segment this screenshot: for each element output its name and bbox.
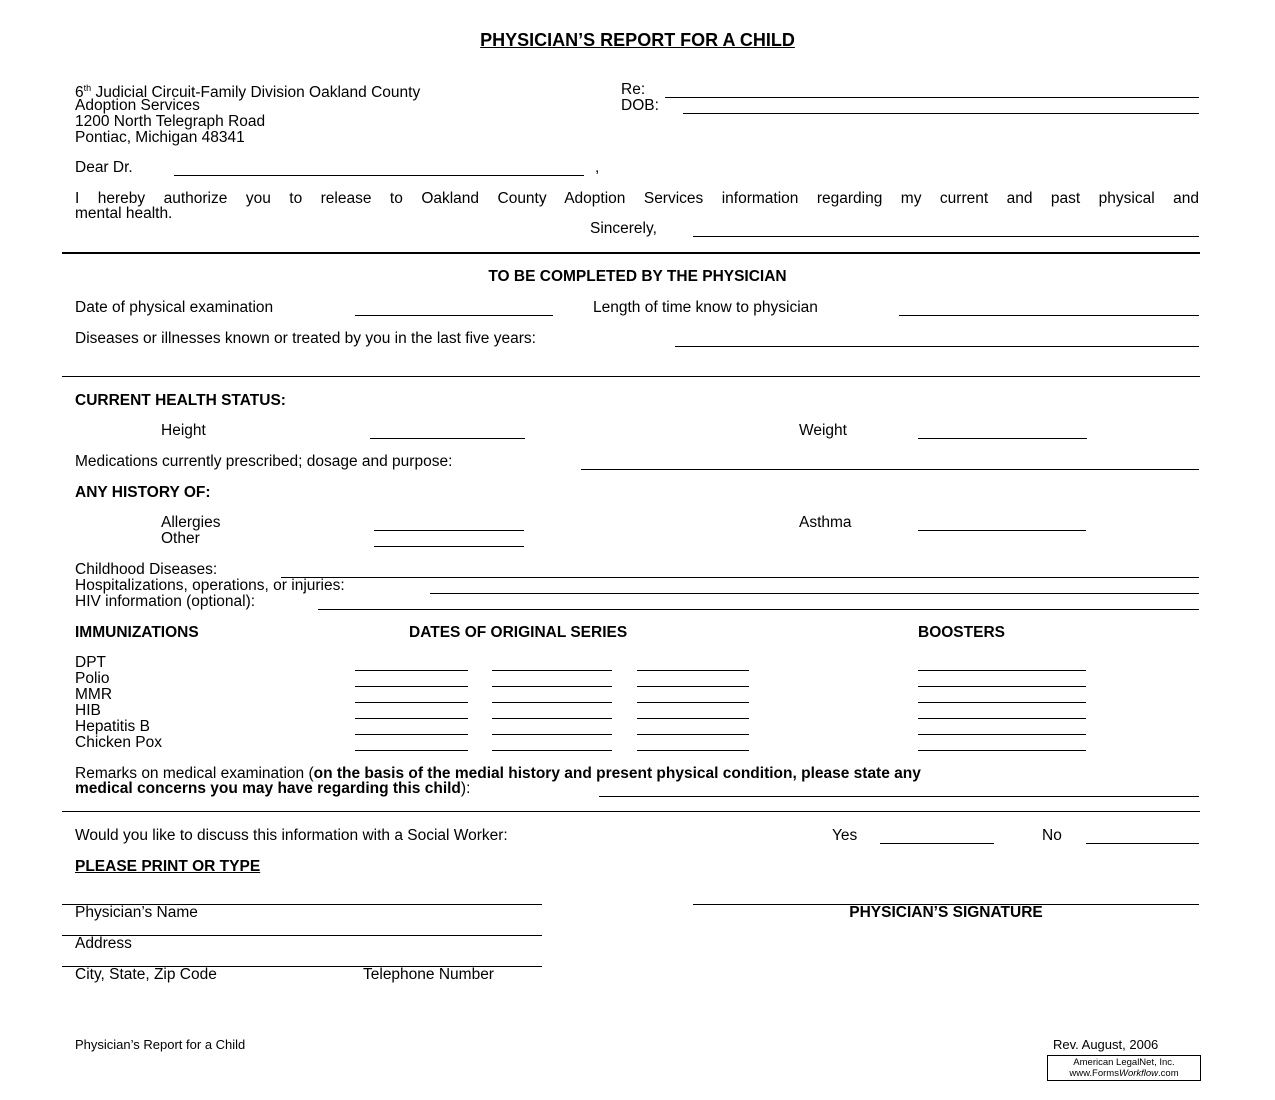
logo-line1: American LegalNet, Inc.: [1073, 1057, 1175, 1068]
section-divider: [62, 376, 1200, 377]
comma: ,: [595, 159, 600, 176]
asthma-label: Asthma: [799, 514, 852, 531]
court-ordinal-number: 6: [75, 84, 84, 102]
immunization-date-field[interactable]: [637, 702, 749, 703]
re-label: Re:: [621, 81, 646, 98]
immunization-date-field[interactable]: [492, 718, 612, 719]
medications-field[interactable]: [581, 469, 1199, 470]
booster-date-field[interactable]: [918, 702, 1086, 703]
immunization-date-field[interactable]: [355, 686, 468, 687]
immunization-label: DPT: [75, 654, 106, 671]
immunization-date-field[interactable]: [637, 686, 749, 687]
weight-field[interactable]: [918, 438, 1087, 439]
hospitalizations-field[interactable]: [430, 593, 1199, 594]
yes-field[interactable]: [880, 843, 994, 844]
re-field[interactable]: [665, 97, 1199, 98]
city-state-zip: Pontiac, Michigan 48341: [75, 129, 245, 146]
boosters-heading: BOOSTERS: [918, 624, 1005, 641]
remarks-bold-text-2: medical concerns you may have regarding this child: [75, 780, 461, 797]
section-divider: [62, 811, 1200, 812]
immunization-label: Hepatitis B: [75, 718, 150, 735]
asthma-field[interactable]: [918, 530, 1086, 531]
no-label: No: [1042, 827, 1062, 844]
dob-label: DOB:: [621, 97, 659, 114]
diseases-field[interactable]: [675, 346, 1199, 347]
immunization-date-field[interactable]: [355, 702, 468, 703]
booster-date-field[interactable]: [918, 750, 1086, 751]
physician-section-heading: TO BE COMPLETED BY THE PHYSICIAN: [488, 268, 787, 285]
address-label: Address: [75, 935, 132, 952]
length-known-field[interactable]: [899, 315, 1199, 316]
immunization-label: Chicken Pox: [75, 734, 163, 751]
logo-text-c: .com: [1158, 1068, 1179, 1079]
agency-name: Adoption Services: [75, 97, 200, 114]
immunizations-heading: IMMUNIZATIONS: [75, 624, 199, 641]
allergies-label: Allergies: [161, 514, 221, 531]
height-label: Height: [161, 422, 206, 439]
immunization-label: HIB: [75, 702, 101, 719]
exam-date-field[interactable]: [355, 315, 553, 316]
immunization-date-field[interactable]: [492, 686, 612, 687]
footer-form-name: Physician’s Report for a Child: [75, 1037, 246, 1052]
hospitalizations-label: Hospitalizations, operations, or injuries:: [75, 577, 345, 594]
weight-label: Weight: [799, 422, 847, 439]
remarks-suffix: ):: [460, 780, 471, 797]
immunization-date-field[interactable]: [637, 670, 749, 671]
sincerely-label: Sincerely,: [590, 220, 657, 237]
hiv-field[interactable]: [318, 609, 1199, 610]
immunization-date-field[interactable]: [492, 670, 612, 671]
logo-text-b: Workflow: [1118, 1068, 1159, 1079]
diseases-label: Diseases or illnesses known or treated by you in the last five years:: [75, 330, 536, 347]
legalnet-logo: [1047, 1055, 1201, 1081]
immunization-date-field[interactable]: [355, 670, 468, 671]
other-field[interactable]: [374, 546, 524, 547]
court-name: Judicial Circuit-Family Division Oakland County: [91, 84, 421, 102]
exam-date-label: Date of physical examination: [75, 299, 274, 316]
length-known-label: Length of time know to physician: [593, 299, 818, 316]
no-field[interactable]: [1086, 843, 1199, 844]
court-ordinal-suffix: th: [83, 83, 92, 93]
immunization-date-field[interactable]: [355, 750, 468, 751]
current-health-heading: CURRENT HEALTH STATUS:: [75, 392, 286, 409]
booster-date-field[interactable]: [918, 718, 1086, 719]
page-title: PHYSICIAN’S REPORT FOR A CHILD: [480, 30, 795, 50]
childhood-diseases-label: Childhood Diseases:: [75, 561, 218, 578]
remarks-field[interactable]: [599, 796, 1199, 797]
signature-label: PHYSICIAN’S SIGNATURE: [849, 904, 1043, 921]
print-or-type-label: PLEASE PRINT OR TYPE: [75, 858, 261, 875]
immunization-date-field[interactable]: [355, 718, 468, 719]
authorization-line2: mental health.: [75, 205, 173, 222]
hiv-label: HIV information (optional):: [75, 593, 256, 610]
other-label: Other: [161, 530, 200, 547]
immunization-date-field[interactable]: [492, 734, 612, 735]
doctor-name-field[interactable]: [174, 175, 584, 176]
immunization-date-field[interactable]: [637, 718, 749, 719]
booster-date-field[interactable]: [918, 670, 1086, 671]
yes-label: Yes: [832, 827, 858, 844]
immunization-date-field[interactable]: [492, 750, 612, 751]
dates-heading: DATES OF ORIGINAL SERIES: [409, 624, 628, 641]
telephone-label: Telephone Number: [363, 966, 494, 983]
immunization-date-field[interactable]: [637, 750, 749, 751]
section-divider: [62, 252, 1200, 254]
medications-label: Medications currently prescribed; dosage and purpose:: [75, 453, 453, 470]
physician-name-label: Physician’s Name: [75, 904, 198, 921]
dear-label: Dear Dr.: [75, 159, 133, 176]
height-field[interactable]: [370, 438, 525, 439]
remarks-bold-text: on the basis of the medial history and present physical condition, please state any: [313, 765, 921, 782]
logo-line2: [1048, 1068, 1200, 1079]
history-heading: ANY HISTORY OF:: [75, 484, 211, 501]
immunization-date-field[interactable]: [492, 702, 612, 703]
footer-revision: Rev. August, 2006: [1053, 1037, 1159, 1052]
immunization-date-field[interactable]: [355, 734, 468, 735]
remarks-prefix: Remarks on medical examination (: [75, 765, 314, 782]
booster-date-field[interactable]: [918, 734, 1086, 735]
remarks-line2: [75, 780, 470, 797]
dob-field[interactable]: [683, 113, 1199, 114]
allergies-field[interactable]: [374, 530, 524, 531]
logo-text-a: www.Forms: [1069, 1068, 1119, 1079]
authorization-line1: I hereby authorize you to release to Oakland County Adoption Services information regarding my current and past physical and: [75, 190, 1199, 207]
booster-date-field[interactable]: [918, 686, 1086, 687]
immunization-date-field[interactable]: [637, 734, 749, 735]
street-address: 1200 North Telegraph Road: [75, 113, 266, 130]
immunization-label: MMR: [75, 686, 113, 703]
parent-signature-field[interactable]: [693, 236, 1199, 237]
immunization-label: Polio: [75, 670, 110, 687]
childhood-diseases-field[interactable]: [281, 577, 1199, 578]
address-field[interactable]: [62, 935, 542, 936]
city-state-zip-label: City, State, Zip Code: [75, 966, 217, 983]
discuss-label: Would you like to discuss this information with a Social Worker:: [75, 827, 508, 844]
